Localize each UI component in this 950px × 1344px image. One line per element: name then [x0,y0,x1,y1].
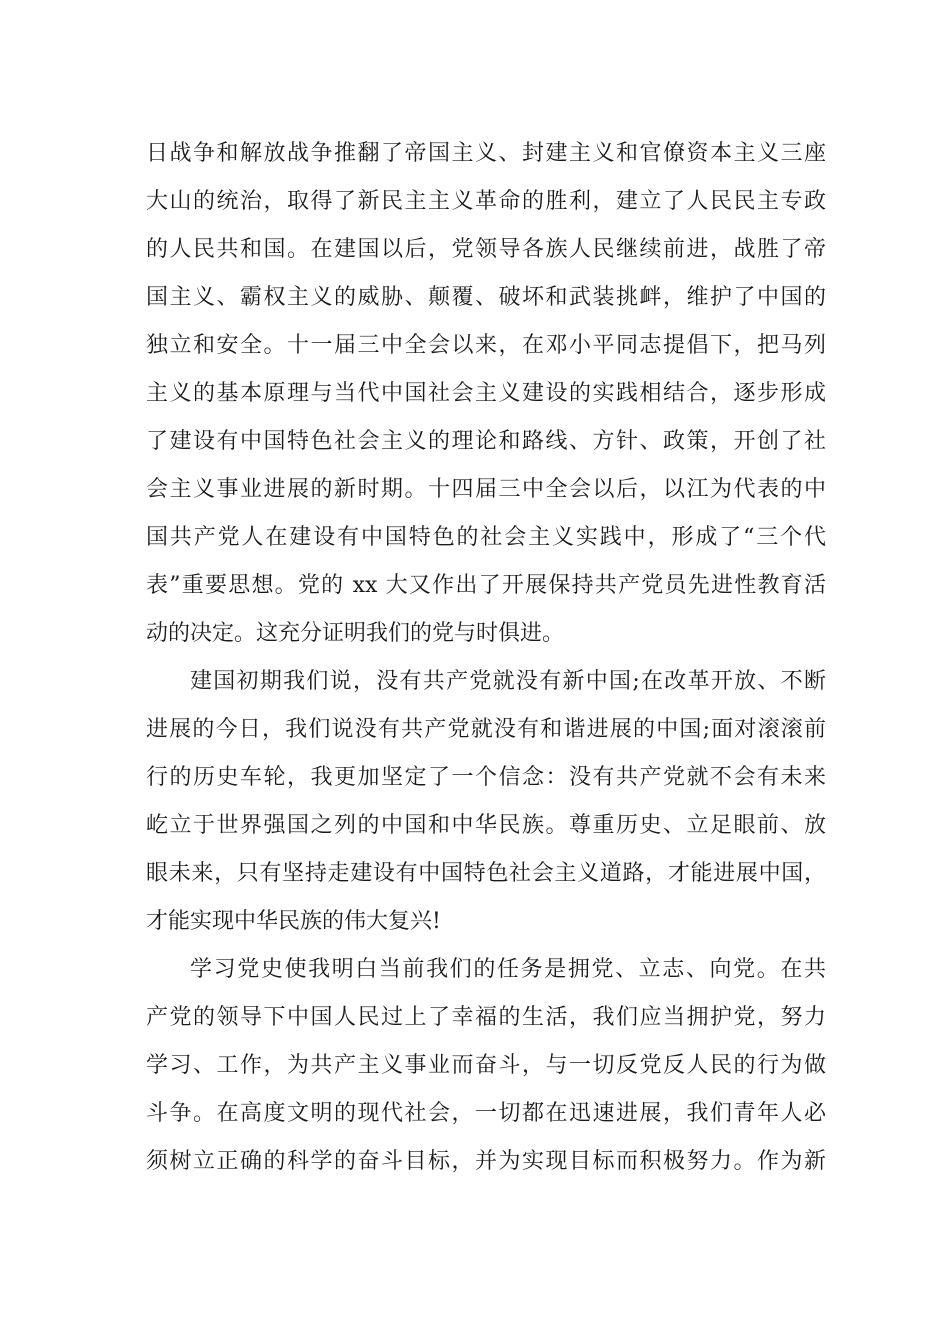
text-line: 进展的今日，我们说没有共产党就没有和谐进展的中国;面对滚滚前 [146,717,826,742]
paragraph-3 [146,946,826,1186]
text-line: 才能实现中华民族的伟大复兴! [146,909,441,934]
document-body [146,130,826,1186]
text-line: 眼未来，只有坚持走建设有中国特色社会主义道路，才能进展中国， [146,861,826,886]
text-line: 产党的领导下中国人民过上了幸福的生活，我们应当拥护党，努力 [146,1005,826,1030]
text-line: 国共产党人在建设有中国特色的社会主义实践中，形成了“三个代 [146,525,826,550]
text-line: 大山的统治，取得了新民主主义革命的胜利，建立了人民民主专政 [146,189,826,214]
text-line: 国主义、霸权主义的威胁、颠覆、破坏和武装挑衅，维护了中国的 [146,285,826,310]
paragraph-1 [146,130,826,658]
text-line: 建国初期我们说，没有共产党就没有新中国;在改革开放、不断 [190,669,826,694]
text-line: 学习、工作，为共产主义事业而奋斗，与一切反党反人民的行为做 [146,1053,826,1078]
text-line: 行的历史车轮，我更加坚定了一个信念：没有共产党就不会有未来 [146,765,826,790]
text-line: 斗争。在高度文明的现代社会，一切都在迅速进展，我们青年人必 [146,1101,826,1126]
text-line: 了建设有中国特色社会主义的理论和路线、方针、政策，开创了社 [146,429,826,454]
text-line: 屹立于世界强国之列的中国和中华民族。尊重历史、立足眼前、放 [146,813,826,838]
text-line: 主义的基本原理与当代中国社会主义建设的实践相结合，逐步形成 [146,381,826,406]
text-line: 会主义事业进展的新时期。十四届三中全会以后，以江为代表的中 [146,477,826,502]
text-line: 日战争和解放战争推翻了帝国主义、封建主义和官僚资本主义三座 [146,141,826,166]
text-line: 的人民共和国。在建国以后，党领导各族人民继续前进，战胜了帝 [146,237,826,262]
text-line: 独立和安全。十一届三中全会以来，在邓小平同志提倡下，把马列 [146,333,826,358]
text-line: 表”重要思想。党的 xx 大又作出了开展保持共产党员先进性教育活 [146,573,826,598]
text-line: 学习党史使我明白当前我们的任务是拥党、立志、向党。在共 [190,957,826,982]
text-line: 动的决定。这充分证明我们的党与时俱进。 [146,621,565,646]
text-line: 须树立正确的科学的奋斗目标，并为实现目标而积极努力。作为新 [146,1149,826,1174]
paragraph-2 [146,658,826,946]
